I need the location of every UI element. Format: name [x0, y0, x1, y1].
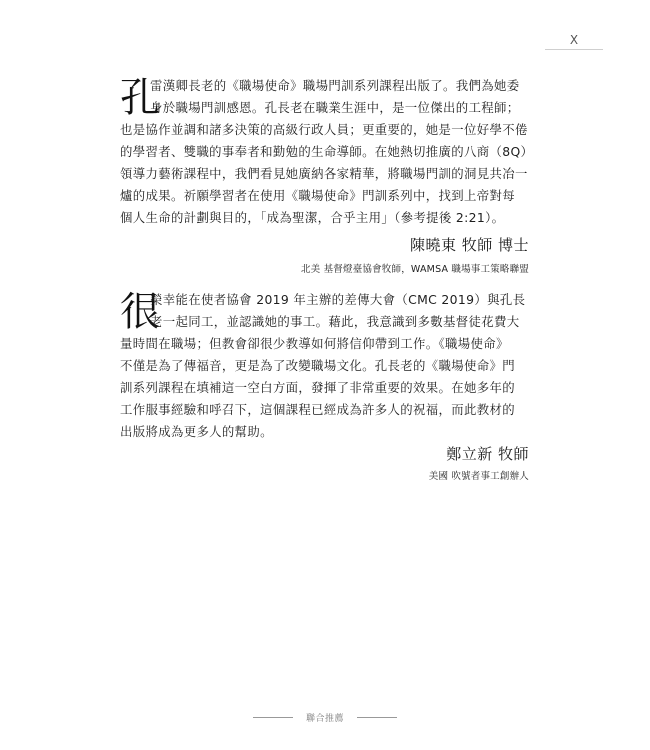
signature-name: 鄭立新 牧師 [446, 445, 529, 463]
text-line: 領導力藝術課程中，我們看見她廣納各家精華，將職場門訓的洞見共冶一 [120, 166, 528, 181]
recommendation-text [120, 289, 530, 443]
close-icon: X [569, 33, 579, 47]
footer-label: 聯合推薦 [305, 714, 344, 724]
footer-rule-left [253, 717, 293, 718]
close-button[interactable] [544, 32, 604, 48]
text-line: 身於職場門訓感恩。孔長老在職業生涯中，是一位傑出的工程師； [150, 100, 520, 115]
text-line: 的學習者、雙職的事奉者和勤勉的生命導師。在她熱切推廣的八商（8Q） [120, 144, 534, 159]
text-line: 出版將成為更多人的幫助。 [120, 424, 273, 439]
text-line: 量時間在職場；但教會卻很少教導如何將信仰帶到工作。《職場使命》 [120, 336, 509, 351]
close-underline [545, 49, 603, 50]
text-line: 雷漢卿長老的《職場使命》職場門訓系列課程出版了。我們為她委 [150, 78, 520, 93]
text-line: 工作服事經驗和呼召下，這個課程已經成為許多人的祝福，而此教材的 [120, 402, 515, 417]
text-line: 不僅是為了傳福音，更是為了改變職場文化。孔長老的《職場使命》門 [120, 358, 515, 373]
text-line: 榮幸能在使者協會 2019 年主辦的差傳大會（CMC 2019）與孔長 [150, 292, 526, 307]
text-line: 老一起同工，並認識她的事工。藉此，我意識到多數基督徒花費大 [150, 314, 520, 329]
drop-cap: 孔 [120, 75, 160, 121]
signature-title: 北美 基督燈臺協會牧師，WAMSA 職場事工策略聯盟 [300, 264, 529, 275]
footer-rule-right [357, 717, 397, 718]
recommendation-text [120, 75, 534, 229]
text-line: 個人生命的計劃與目的，「成為聖潔，合乎主用」（參考提後 2:21）。 [120, 210, 505, 225]
drop-cap: 很 [120, 289, 160, 335]
text-line: 也是協作並調和諸多決策的高級行政人員；更重要的，她是一位好學不倦 [120, 122, 528, 137]
page-footer [0, 711, 650, 724]
text-line: 訓系列課程在填補這一空白方面，發揮了非常重要的效果。在她多年的 [120, 380, 515, 395]
text-line: 爐的成果。祈願學習者在使用《職場使命》門訓系列中，找到上帝對每 [120, 188, 515, 203]
signature-name: 陳曉東 牧師 博士 [409, 236, 529, 254]
signature-title: 美國 吹號者事工創辦人 [428, 471, 529, 482]
